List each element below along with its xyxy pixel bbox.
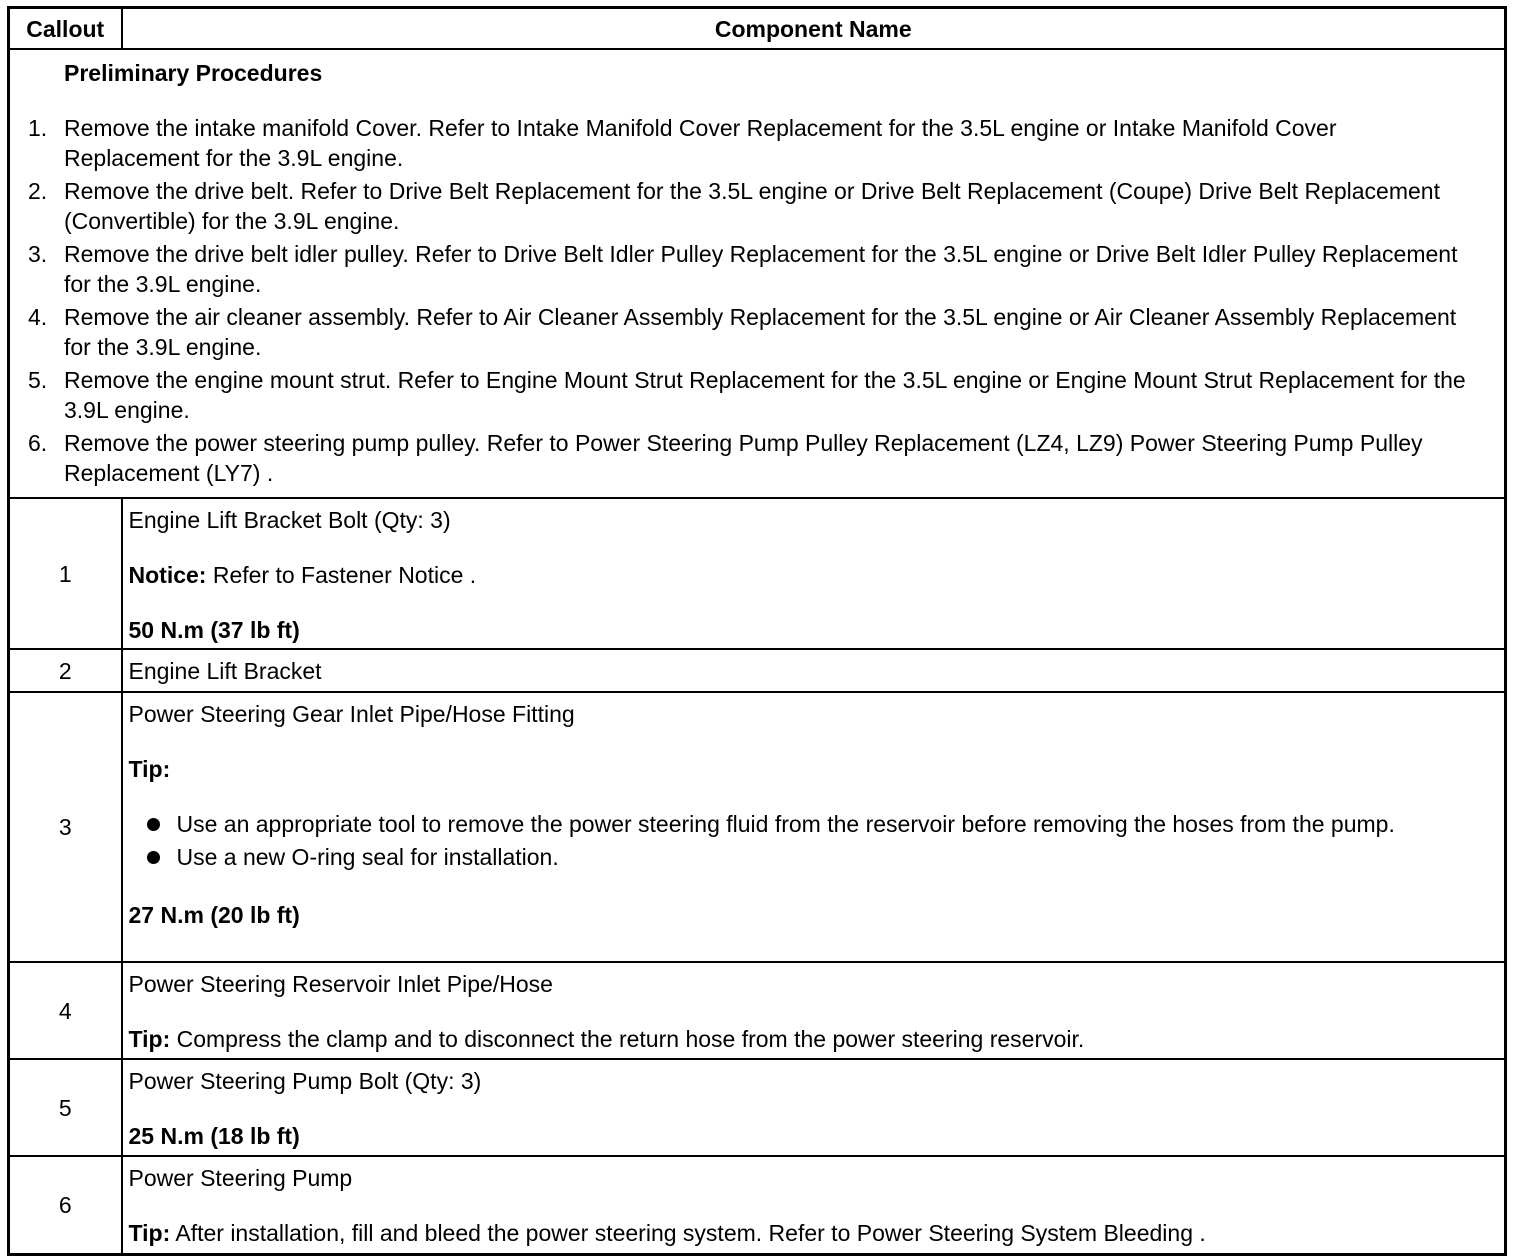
step-text: Remove the air cleaner assembly. Refer to Air Cleaner Assembly Replacement for the 3.5L engine or Air Cleaner Assembly Replacement for the 3.9L engine. — [64, 304, 1457, 360]
notice-label: Notice: — [128, 562, 207, 588]
bullet-icon — [147, 818, 160, 831]
callout-number: 5 — [9, 1059, 122, 1156]
step-item — [22, 113, 1474, 173]
step-number: 4. — [28, 304, 48, 330]
table-row — [9, 1059, 1506, 1156]
torque-spec: 27 N.m (20 lb ft) — [128, 902, 300, 928]
callout-number: 3 — [9, 692, 122, 962]
component-name: Engine Lift Bracket Bolt (Qty: 3) — [128, 507, 451, 533]
notice-line — [129, 560, 1501, 590]
callout-number: 4 — [9, 962, 122, 1059]
preliminary-cell — [9, 49, 1506, 498]
tip-label: Tip: — [128, 756, 171, 782]
table-row — [9, 962, 1506, 1059]
step-text: Remove the intake manifold Cover. Refer to Intake Manifold Cover Replacement for the 3.5L engine or Intake Manifold Cover Replacement for the 3.9L engine. — [64, 115, 1337, 171]
callout-number: 1 — [9, 498, 122, 649]
step-item — [22, 239, 1474, 299]
step-number: 6. — [28, 430, 48, 456]
component-name: Power Steering Pump — [128, 1165, 353, 1191]
step-item — [22, 176, 1474, 236]
component-cell — [122, 649, 1506, 692]
tip-line — [129, 1218, 1501, 1248]
tip-label: Tip: — [128, 1220, 171, 1246]
step-text: Remove the drive belt idler pulley. Refer to Drive Belt Idler Pulley Replacement for the 3.5L engine or Drive Belt Idler Pulley Replacement for the 3.9L engine. — [64, 241, 1458, 297]
callout-number: 6 — [9, 1156, 122, 1254]
tip-text: Compress the clamp and to disconnect the return hose from the power steering reservoir. — [170, 1026, 1085, 1052]
component-cell — [122, 1059, 1506, 1156]
tip-item — [129, 842, 1501, 872]
component-name: Power Steering Reservoir Inlet Pipe/Hose — [128, 971, 553, 997]
header-callout: Callout — [9, 8, 122, 50]
preliminary-title: Preliminary Procedures — [64, 60, 323, 86]
table-row — [9, 1156, 1506, 1254]
component-cell — [122, 498, 1506, 649]
step-text: Remove the engine mount strut. Refer to Engine Mount Strut Replacement for the 3.5L engine or Engine Mount Strut Replacement for the 3.9L engine. — [64, 367, 1466, 423]
step-text: Remove the power steering pump pulley. Refer to Power Steering Pump Pulley Replacement (LZ4, LZ9) Power Steering Pump Pulley Replacement (LY7) . — [64, 430, 1423, 486]
notice-text: Refer to Fastener Notice . — [206, 562, 477, 588]
table-row — [9, 498, 1506, 649]
tip-text: Use a new O-ring seal for installation. — [176, 844, 559, 870]
component-cell — [122, 692, 1506, 962]
step-item — [22, 428, 1474, 488]
component-cell — [122, 1156, 1506, 1254]
table-header-row — [9, 8, 1506, 50]
component-name: Engine Lift Bracket — [128, 658, 322, 684]
tip-text: After installation, fill and bleed the power steering system. Refer to Power Steering System Bleeding . — [170, 1220, 1206, 1246]
step-number: 2. — [28, 178, 48, 204]
table-row — [9, 649, 1506, 692]
step-item — [22, 365, 1474, 425]
tip-label: Tip: — [128, 1026, 171, 1052]
component-cell — [122, 962, 1506, 1059]
tip-item — [129, 809, 1501, 839]
step-number: 3. — [28, 241, 48, 267]
tip-list — [129, 809, 1501, 872]
component-name: Power Steering Pump Bolt (Qty: 3) — [128, 1068, 482, 1094]
step-item — [22, 302, 1474, 362]
tip-line — [129, 1024, 1501, 1054]
tip-text: Use an appropriate tool to remove the power steering fluid from the reservoir before removing the hoses from the pump. — [176, 811, 1395, 837]
component-table — [7, 6, 1507, 1256]
step-text: Remove the drive belt. Refer to Drive Belt Replacement for the 3.5L engine or Drive Belt Replacement (Coupe) Drive Belt Replacement (Convertible) for the 3.9L engine. — [64, 178, 1440, 234]
torque-spec: 25 N.m (18 lb ft) — [128, 1123, 300, 1149]
step-number: 5. — [28, 367, 48, 393]
torque-spec: 50 N.m (37 lb ft) — [128, 617, 300, 643]
component-name: Power Steering Gear Inlet Pipe/Hose Fitting — [128, 701, 575, 727]
header-component-name: Component Name — [122, 8, 1506, 50]
callout-number: 2 — [9, 649, 122, 692]
table-row — [9, 692, 1506, 962]
preliminary-row — [9, 49, 1506, 498]
step-number: 1. — [28, 115, 48, 141]
bullet-icon — [147, 851, 160, 864]
preliminary-steps — [22, 113, 1474, 488]
